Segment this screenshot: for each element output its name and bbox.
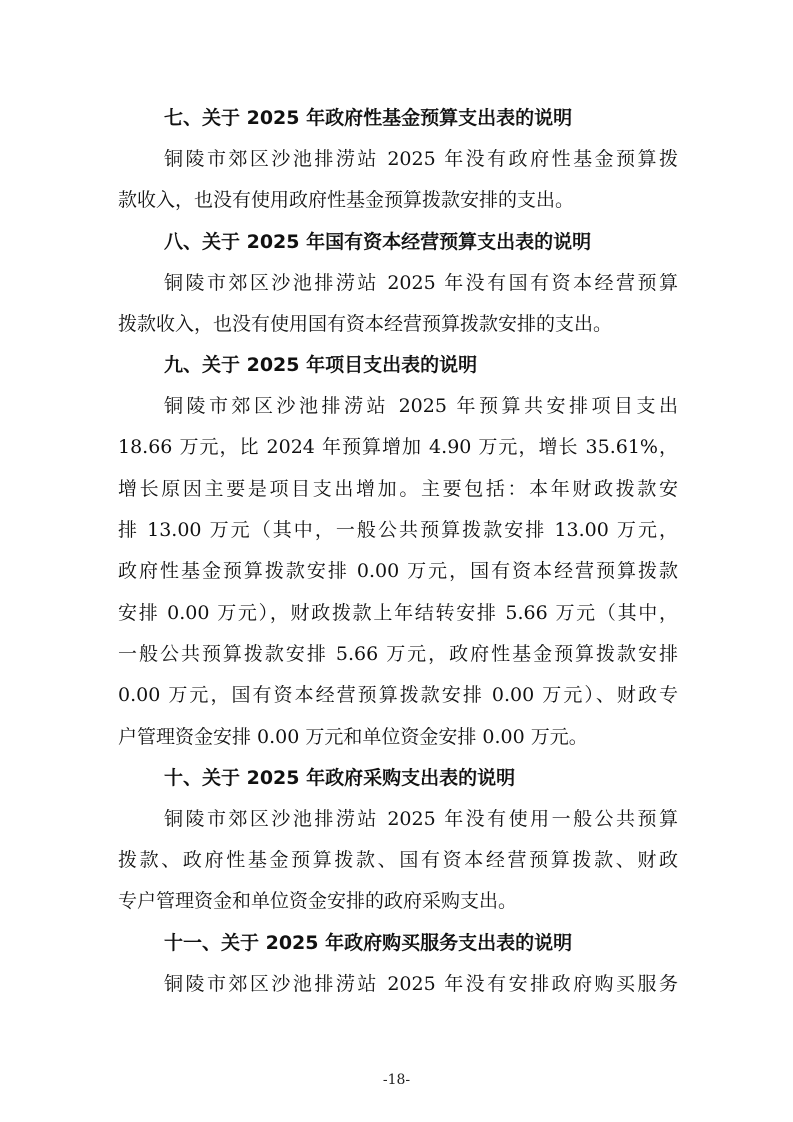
paragraph-line: 0.00 万元，国有资本经营预算拨款安排 0.00 万元）、财政专 — [118, 684, 678, 707]
paragraph-line: 铜陵市郊区沙池排涝站 2025 年没有国有资本经营预算 — [164, 271, 678, 294]
paragraph-line: 铜陵市郊区沙池排涝站 2025 年没有政府性基金预算拨 — [164, 148, 678, 170]
paragraph-line: 安排 0.00 万元），财政拨款上年结转安排 5.66 万元（其中， — [118, 601, 678, 624]
paragraph-line: 款收入，也没有使用政府性基金预算拨款安排的支出。 — [118, 189, 575, 212]
section-heading: 七、关于 2025 年政府性基金预算支出表的说明 — [164, 107, 573, 129]
paragraph-line: 排 13.00 万元（其中，一般公共预算拨款安排 13.00 万元， — [118, 519, 678, 542]
paragraph-line: 增长原因主要是项目支出增加。主要包括：本年财政拨款安 — [118, 477, 678, 500]
section-heading: 九、关于 2025 年项目支出表的说明 — [164, 354, 478, 377]
paragraph-line: 18.66 万元，比 2024 年预算增加 4.90 万元，增长 35.61%， — [118, 436, 678, 459]
paragraph-line: 政府性基金预算拨款安排 0.00 万元，国有资本经营预算拨款 — [118, 560, 678, 583]
paragraph-line: 铜陵市郊区沙池排涝站 2025 年没有安排政府购买服务 — [164, 972, 678, 995]
section-8 — [118, 222, 678, 346]
page-number: -18- — [382, 1072, 411, 1088]
paragraph-line: 铜陵市郊区沙池排涝站 2025 年没有使用一般公共预算 — [164, 807, 678, 830]
section-7 — [118, 98, 678, 222]
paragraph-line: 铜陵市郊区沙池排涝站 2025 年预算共安排项目支出 — [164, 395, 678, 418]
section-11 — [118, 923, 678, 1005]
paragraph-line: 专户管理资金和单位资金安排的政府采购支出。 — [118, 890, 518, 913]
paragraph-line: 一般公共预算拨款安排 5.66 万元，政府性基金预算拨款安排 — [118, 642, 678, 665]
paragraph-line: 拨款收入，也没有使用国有资本经营预算拨款安排的支出。 — [118, 312, 613, 335]
section-heading: 十一、关于 2025 年政府购买服务支出表的说明 — [164, 931, 573, 954]
section-9 — [118, 345, 678, 758]
section-heading: 八、关于 2025 年国有资本经营预算支出表的说明 — [164, 230, 592, 253]
paragraph-line: 户管理资金安排 0.00 万元和单位资金安排 0.00 万元。 — [118, 725, 588, 748]
section-10 — [118, 758, 678, 923]
paragraph-line: 拨款、政府性基金预算拨款、国有资本经营预算拨款、财政 — [118, 849, 678, 872]
document-page — [118, 98, 678, 1005]
section-heading: 十、关于 2025 年政府采购支出表的说明 — [164, 766, 516, 789]
